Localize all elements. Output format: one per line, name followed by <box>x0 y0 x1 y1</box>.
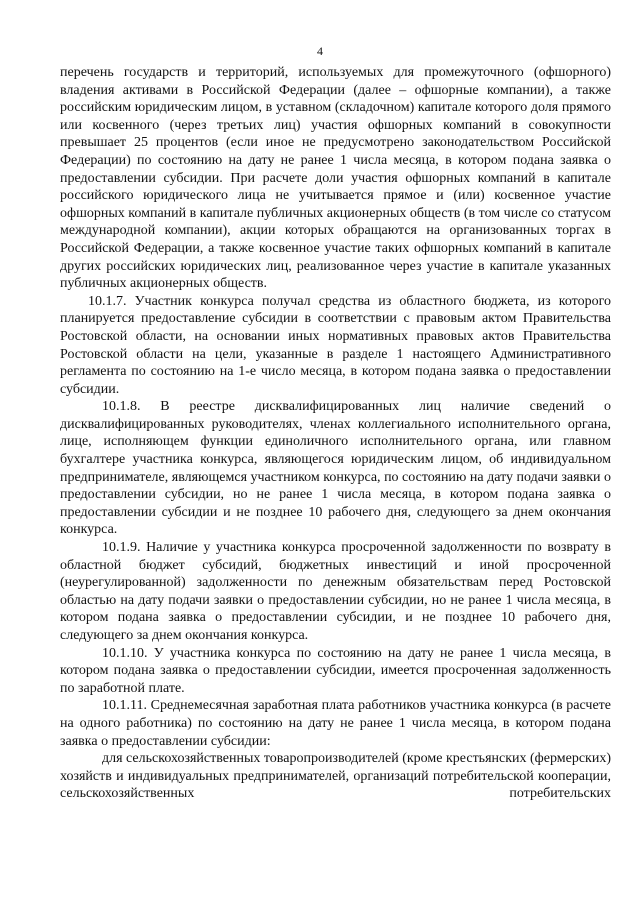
paragraph-agricultural-producers: для сельскохозяйственных товаропроизводителей (кроме крестьянских (фермерских) хозяйств и индивидуальных предпринимателей, организаций потребительской кооперации, сельскохозяйственных потребительских <box>60 751 611 802</box>
paragraph-10-1-9: 10.1.9. Наличие у участника конкурса просроченной задолженности по возврату в областной бюджет субсидий, бюджетных инвестиций и иной просроченной (неурегулированной) задолженности по денежным обязательствам перед Ростовской областью на дату подачи заявки о предоставлении субсидии, но не ранее 1 числа месяца, в котором подана заявка о предоставлении субсидии, и не позднее 10 рабочего дня, следующего за днем окончания конкурса. <box>60 540 611 643</box>
paragraph-continued: перечень государств и территорий, используемых для промежуточного (офшорного) владения активами в Российской Федерации (далее – офшорные компании), а также российским юридическим лицом, в уставном (складочном) капитале которого доля прямого или косвенного (через третьих лиц) участия офшорных компаний в совокупности превышает 25 процентов (если иное не предусмотрено законодательством Российской Федерации) по состоянию на дату не ранее 1 числа месяца, в котором подана заявка о предоставлении субсидии. При расчете доли участия офшорных компаний в капитале российского юридического лица не учитывается прямое и (или) косвенное участие офшорных компаний в капитале публичных акционерных обществ (в том числе со статусом международной компании), акции которых обращаются на организованных торгах в Российской Федерации, а также косвенное участие таких офшорных компаний в капитале других российских юридических лиц, реализованное через участие в капитале указанных публичных акционерных обществ. <box>60 65 611 292</box>
paragraph-10-1-7: 10.1.7. Участник конкурса получал средства из областного бюджета, из которого планируется предоставление субсидии в соответствии с правовым актом Правительства Ростовской области, на основании иных нормативных правовых актов Правительства Ростовской области на цели, указанные в разделе 1 настоящего Административного регламента по состоянию на 1-е число месяца, в котором подана заявка о предоставлении субсидии. <box>60 293 611 397</box>
document-body <box>60 64 611 803</box>
page-number: 4 <box>317 44 323 58</box>
paragraph-10-1-10: 10.1.10. У участника конкурса по состоянию на дату не ранее 1 числа месяца, в котором подана заявка о предоставлении субсидии, имеется просроченная задолженность по заработной плате. <box>60 645 611 696</box>
paragraph-10-1-11: 10.1.11. Среднемесячная заработная плата работников участника конкурса (в расчете на одного работника) по состоянию на дату не ранее 1 числа месяца, в котором подана заявка о предоставлении субсидии: <box>60 698 611 749</box>
paragraph-10-1-8: 10.1.8. В реестре дисквалифицированных лиц наличие сведений о дисквалифицированных руководителях, членах коллегиального исполнительного органа, лице, исполняющем функции единоличного исполнительного органа, или главном бухгалтере участника конкурса, являющегося юридическим лицом, об индивидуальном предпринимателе, являющемся участником конкурса, по состоянию на дату подачи заявки о предоставлении субсидии, но не ранее 1 числа месяца, в котором подана заявка о предоставлении субсидии и не позднее 10 рабочего дня, следующего за днем окончания конкурса. <box>60 399 611 538</box>
